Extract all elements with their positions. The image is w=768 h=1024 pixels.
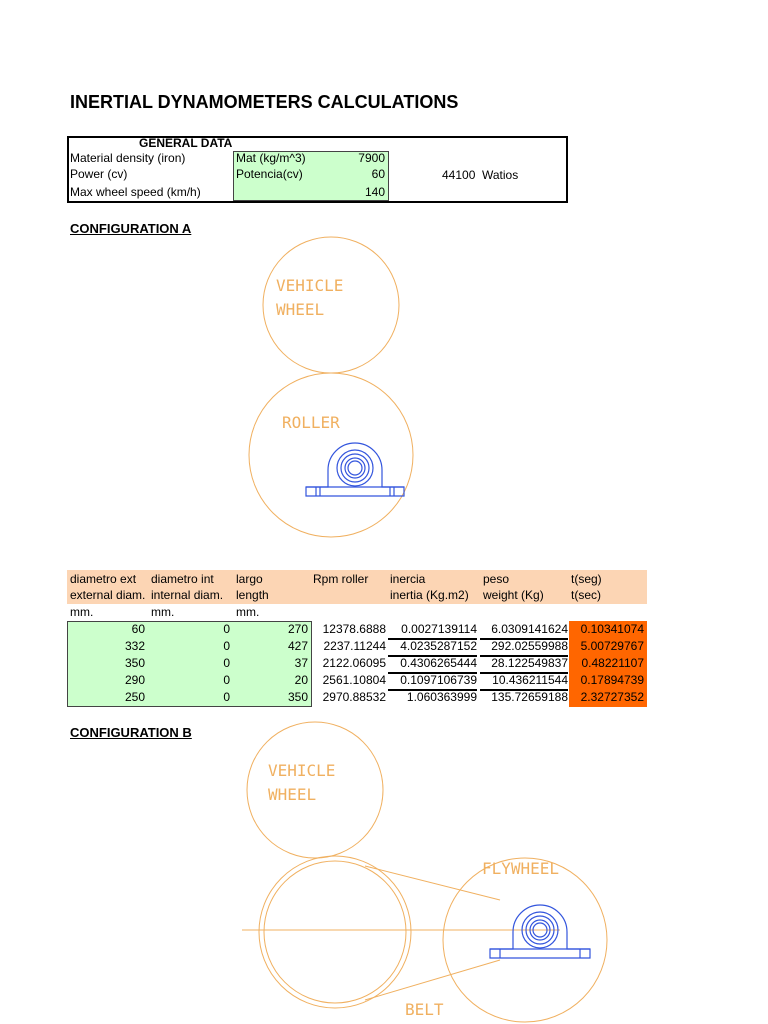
cell-inertia: 0.0027139114 [388,621,477,640]
cell-time: 0.48221107 [581,656,644,670]
belt-lower-line [365,960,500,1000]
cell-time: 5.00729767 [580,639,644,653]
cell-diam-int[interactable]: 0 [223,690,230,704]
cell-inertia: 4.0235287152 [388,638,477,657]
cell-weight: 135.72659188 [491,690,568,704]
cell-time: 2.32727352 [580,690,644,704]
th-time: t(seg) t(sec) [571,572,602,602]
watts-unit: Watios [482,168,519,182]
cell-diam-int[interactable]: 0 [223,673,230,687]
general-data-header: GENERAL DATA [139,136,233,150]
cell-diam-ext[interactable]: 350 [124,656,145,670]
watts-value: 44100 [442,168,476,182]
unit-length: mm. [236,605,260,619]
cell-weight: 28.122549837 [480,655,568,674]
th-diam-ext: diametro ext external diam. [70,572,146,602]
cell-diam-ext[interactable]: 250 [124,690,145,704]
gd-value-density[interactable]: 7900 [358,151,385,165]
vehicle-wheel-label-a-1: VEHICLE [276,276,344,295]
cell-diam-int[interactable]: 0 [223,656,230,670]
gd-value-speed[interactable]: 140 [364,185,385,199]
cell-weight: 6.0309141624 [480,621,568,640]
cell-length[interactable]: 270 [287,622,308,636]
cell-diam-ext[interactable]: 290 [124,673,145,687]
gd-key-density: Mat (kg/m^3) [236,151,306,165]
th-weight: peso weight (Kg) [483,572,544,602]
roller-inner-circle-b [264,861,406,1003]
vehicle-wheel-label-b-2: WHEEL [268,785,317,804]
cell-diam-ext[interactable]: 332 [124,639,145,653]
cell-weight: 10.436211544 [480,672,568,691]
flywheel-label: FLYWHEEL [482,859,560,878]
cell-length[interactable]: 350 [287,690,308,704]
cell-rpm: 2122.06095 [322,656,386,670]
cell-diam-ext[interactable]: 60 [131,622,145,636]
cell-rpm: 2970.88532 [322,690,386,704]
gd-label-power: Power (cv) [70,167,128,181]
cell-length[interactable]: 20 [294,673,308,687]
belt-label: BELT [405,1000,444,1019]
roller-label-a: ROLLER [282,413,340,432]
th-length: largo length [236,572,269,602]
roller-circle-a [249,373,413,537]
page-title: INERTIAL DYNAMOMETERS CALCULATIONS [70,92,459,112]
cell-inertia: 0.1097106739 [388,672,477,691]
cell-rpm: 2561.10804 [322,673,386,687]
cell-inertia: 0.4306265444 [388,655,477,674]
roller-circle-b [259,856,411,1008]
gd-value-power[interactable]: 60 [371,167,385,181]
config-b-heading: CONFIGURATION B [70,725,192,740]
cell-rpm: 2237.11244 [323,639,386,653]
cell-inertia: 1.060363999 [406,690,477,704]
vehicle-wheel-label-a-2: WHEEL [276,300,325,319]
vehicle-wheel-label-b-1: VEHICLE [268,761,336,780]
cell-time: 0.10341074 [580,622,644,636]
gd-label-speed: Max wheel speed (km/h) [70,185,201,199]
cell-diam-int[interactable]: 0 [223,639,230,653]
bearing-block-icon-b [490,905,590,958]
cell-length[interactable]: 37 [294,656,308,670]
gd-key-power: Potencia(cv) [236,167,303,181]
th-diam-int: diametro int internal diam. [151,572,224,602]
config-a-heading: CONFIGURATION A [70,221,192,236]
cell-rpm: 12378.6888 [322,622,386,636]
th-inertia: inercia inertia (Kg.m2) [390,572,469,602]
cell-diam-int[interactable]: 0 [223,622,230,636]
cell-time: 0.17894739 [580,673,644,687]
unit-diam-ext: mm. [70,605,94,619]
cell-weight: 292.02559988 [480,638,568,657]
bearing-block-icon [306,443,404,496]
gd-label-density: Material density (iron) [70,151,186,165]
cell-length[interactable]: 427 [287,639,308,653]
th-rpm: Rpm roller [313,572,369,586]
unit-diam-int: mm. [151,605,175,619]
